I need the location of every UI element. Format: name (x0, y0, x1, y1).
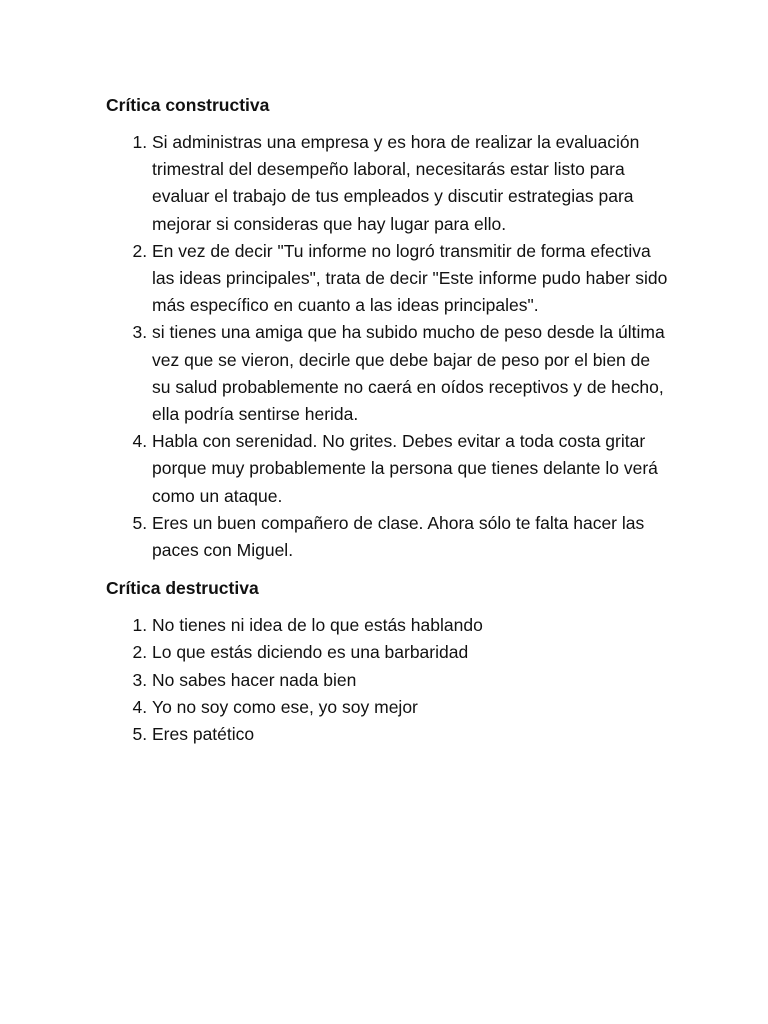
constructive-heading: Crítica constructiva (106, 95, 270, 115)
destructive-list (106, 612, 668, 748)
constructive-item: 5. Eres un buen compañero de clase. Ahora sólo te falta hacer las paces con Miguel. (152, 510, 668, 564)
constructive-item: 3. si tienes una amiga que ha subido mucho de peso desde la última vez que se vieron, decirle que debe bajar de peso por el bien de su salud probablemente no caerá en oídos receptivos y de hecho, ella podría sentirse herida. (152, 319, 668, 428)
destructive-item: 5. Eres patético (152, 721, 668, 748)
destructive-item: 1. No tienes ni idea de lo que estás hablando (152, 612, 668, 639)
constructive-item: 2. En vez de decir "Tu informe no logró transmitir de forma efectiva las ideas principales", trata de decir "Este informe pudo haber sido más específico en cuanto a las ideas principales". (152, 238, 668, 320)
constructive-item: 1. Si administras una empresa y es hora de realizar la evaluación trimestral del desempeño laboral, necesitarás estar listo para evaluar el trabajo de tus empleados y discutir estrategias para mejorar si consideras que hay lugar para ello. (152, 129, 668, 238)
destructive-heading: Crítica destructiva (106, 578, 259, 599)
destructive-item: 4. Yo no soy como ese, yo soy mejor (152, 694, 668, 721)
constructive-list (106, 129, 668, 564)
constructive-item: 4. Habla con serenidad. No grites. Debes evitar a toda costa gritar porque muy probablemente la persona que tienes delante lo verá como un ataque. (152, 428, 668, 510)
destructive-item: 2. Lo que estás diciendo es una barbaridad (152, 639, 668, 666)
destructive-item: 3. No sabes hacer nada bien (152, 667, 668, 694)
